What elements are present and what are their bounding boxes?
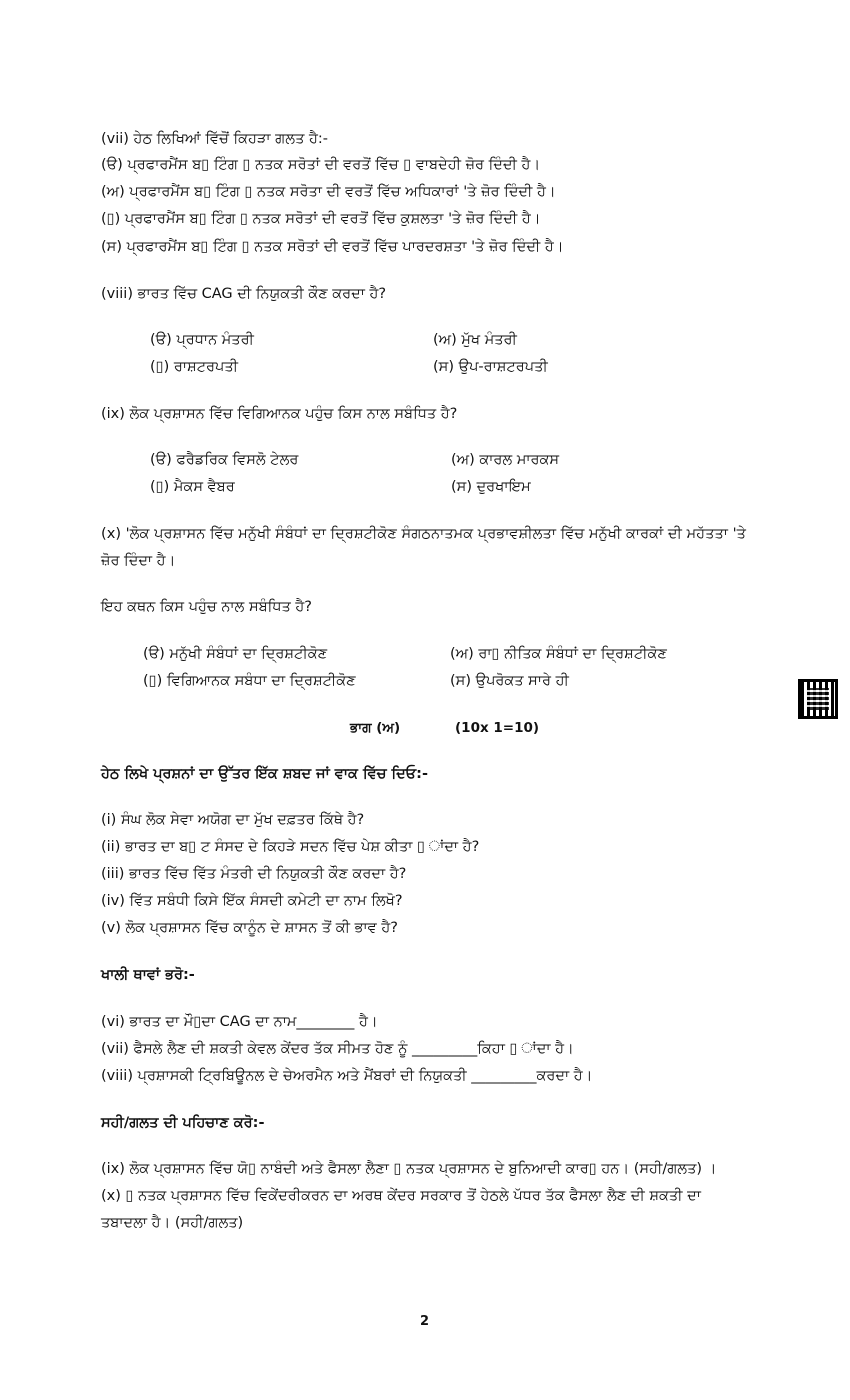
q10-stem-line1: (x) 'ਲੋਕ ਪ੍ਰਸ਼ਾਸਨ ਵਿੱਚ ਮਨੁੱਖੀ ਸੰਬੰਧਾਂ ਦਾ ਦ੍ਰਿਸ਼ਟੀਕੋਣ ਸੰਗਠਨਾਤਮਕ ਪ੍ਰਭਾਵਸ਼ੀਲਤਾ ਵਿੱਚ ਮਨੁੱਖੀ ਕਾਰਕਾਂ ਦੀ ਮਹੱਤਤਾ 'ਤੇ (101, 525, 746, 542)
q9-stem: (ix) ਲੋਕ ਪ੍ਰਸ਼ਾਸਨ ਵਿੱਚ ਵਿਗਿਆਨਕ ਪਹੁੰਚ ਕਿਸ ਨਾਲ ਸਬੰਧਿਤ ਹੈ? (101, 406, 458, 422)
q7-option-d: (ਸ) ਪ੍ਰਫਾਰਮੈਂਸ ਬ▯ ਟਿੰਗ ▯ ਨਤਕ ਸਰੋਤਾਂ ਦੀ ਵਰਤੋਂ ਵਿੱਚ ਪਾਰਦਰਸ਼ਤਾ 'ਤੇ ਜ਼ੋਰ ਦਿੰਦੀ ਹੈ। (101, 239, 564, 255)
q8-stem: (viii) ਭਾਰਤ ਵਿੱਚ CAG ਦੀ ਨਿਯੁਕਤੀ ਕੌਣ ਕਰਦਾ ਹੈ? (101, 286, 387, 302)
q7-stem: (vii) ਹੇਠ ਲਿਖਿਆਂ ਵਿੱਚੋਂ ਕਿਹੜਾ ਗਲਤ ਹੈ:- (101, 131, 328, 147)
q10-option-b: (ਅ) ਰਾ▯ ਨੀਤਿਕ ਸੰਬੰਧਾਂ ਦਾ ਦ੍ਰਿਸ਼ਟੀਕੋਣ (450, 646, 667, 662)
true-false-q9: (ix) ਲੋਕ ਪ੍ਰਸ਼ਾਸਨ ਵਿੱਚ ਯੋ▯ ਨਾਬੰਦੀ ਅਤੇ ਫੈਸਲਾ ਲੈਣਾ ▯ ਨਤਕ ਪ੍ਰਸ਼ਾਸਨ ਦੇ ਬੁਨਿਆਦੀ ਕਾਰ▯ ਹਨ। (ਸਹੀ/ਗਲਤ) । (101, 1161, 717, 1177)
one-word-q4: (iv) ਵਿੱਤ ਸਬੰਧੀ ਕਿਸੇ ਇੱਕ ਸੰਸਦੀ ਕਮੇਟੀ ਦਾ ਨਾਮ ਲਿਖੋ? (101, 893, 403, 909)
true-false-q10-line2: ਤਬਾਦਲਾ ਹੈ। (ਸਹੀ/ਗਲਤ) (101, 1215, 244, 1231)
true-false-heading: ਸਹੀ/ਗਲਤ ਦੀ ਪਹਿਚਾਣ ਕਰੋ:- (101, 1115, 265, 1131)
q9-option-a: (ੳ) ਫਰੈਡਰਿਕ ਵਿਸਲੋ ਟੇਲਰ (150, 452, 299, 468)
q10-option-d: (ਸ) ਉਪਰੋਕਤ ਸਾਰੇ ਹੀ (450, 673, 569, 689)
q8-option-d: (ਸ) ਉਪ-ਰਾਸ਼ਟਰਪਤੀ (433, 359, 548, 375)
qr-code-icon (798, 679, 838, 719)
section-marks: (10x 1=10) (455, 720, 540, 736)
q9-option-d: (ਸ) ਦੁਰਖਾਇਮ (451, 479, 531, 495)
q10-option-a: (ੳ) ਮਨੁੱਖੀ ਸੰਬੰਧਾਂ ਦਾ ਦ੍ਰਿਸ਼ਟੀਕੋਣ (143, 646, 328, 662)
true-false-q10-line1: (x) ▯ ਨਤਕ ਪ੍ਰਸ਼ਾਸਨ ਵਿੱਚ ਵਿਕੇਂਦਰੀਕਰਨ ਦਾ ਅਰਥ ਕੇਂਦਰ ਸਰਕਾਰ ਤੋਂ ਹੇਠਲੇ ਪੱਧਰ ਤੱਕ ਫੈਸਲਾ ਲੈਣ ਦੀ ਸ਼ਕਤੀ ਦਾ (101, 1188, 701, 1204)
q8-option-a: (ੳ) ਪ੍ਰਧਾਨ ਮੰਤਰੀ (150, 332, 254, 348)
fill-blank-q8: (viii) ਪ੍ਰਸ਼ਾਸਕੀ ਟ੍ਰਿਬਿਊਨਲ ਦੇ ਚੇਅਰਮੈਨ ਅਤੇ ਮੈਂਬਰਾਂ ਦੀ ਨਿਯੁਕਤੀ _________ਕਰਦਾ ਹੈ। (101, 1068, 593, 1084)
q9-option-c: (▯) ਮੈਕਸ ਵੈਬਰ (150, 479, 235, 495)
fill-blank-q6: (vi) ਭਾਰਤ ਦਾ ਮੌ▯ਦਾ CAG ਦਾ ਨਾਮ________ ਹੈ। (101, 1014, 378, 1030)
one-word-q1: (i) ਸੰਘ ਲੋਕ ਸੇਵਾ ਅਯੋਗ ਦਾ ਮੁੱਖ ਦਫ਼ਤਰ ਕਿੱਥੇ ਹੈ? (101, 812, 365, 828)
fill-blanks-heading: ਖਾਲੀ ਥਾਵਾਂ ਭਰੋ:- (101, 967, 195, 983)
q7-option-c: (▯) ਪ੍ਰਫਾਰਮੈਂਸ ਬ▯ ਟਿੰਗ ▯ ਨਤਕ ਸਰੋਤਾਂ ਦੀ ਵਰਤੋਂ ਵਿੱਚ ਕੁਸ਼ਲਤਾ 'ਤੇ ਜ਼ੋਰ ਦਿੰਦੀ ਹੈ। (101, 211, 541, 227)
q7-option-b: (ਅ) ਪ੍ਰਫਾਰਮੈਂਸ ਬ▯ ਟਿੰਗ ▯ ਨਤਕ ਸਰੋਤਾ ਦੀ ਵਰਤੋਂ ਵਿੱਚ ਅਧਿਕਾਰਾਂ 'ਤੇ ਜ਼ੋਰ ਦਿੰਦੀ ਹੈ। (101, 184, 556, 200)
q9-option-b: (ਅ) ਕਾਰਲ ਮਾਰਕਸ (451, 452, 560, 468)
q10-stem-question: ਇਹ ਕਥਨ ਕਿਸ ਪਹੁੰਚ ਨਾਲ ਸਬੰਧਿਤ ਹੈ? (101, 599, 312, 615)
q8-option-c: (▯) ਰਾਸ਼ਟਰਪਤੀ (150, 359, 238, 375)
page-number: 2 (420, 1314, 430, 1329)
q8-option-b: (ਅ) ਮੁੱਖ ਮੰਤਰੀ (433, 332, 517, 348)
one-word-heading: ਹੇਠ ਲਿਖੇ ਪ੍ਰਸ਼ਨਾਂ ਦਾ ਉੱਤਰ ਇੱਕ ਸ਼ਬਦ ਜਾਂ ਵਾਕ ਵਿੱਚ ਦਿਓ:- (101, 766, 428, 782)
q7-option-a: (ੳ) ਪ੍ਰਫਾਰਮੈਂਸ ਬ▯ ਟਿੰਗ ▯ ਨਤਕ ਸਰੋਤਾਂ ਦੀ ਵਰਤੋਂ ਵਿੱਚ ▯ ਵਾਬਦੇਹੀ ਜ਼ੋਰ ਦਿੰਦੀ ਹੈ। (101, 157, 541, 173)
section-title: ਭਾਗ (ਅ) (350, 720, 401, 736)
one-word-q5: (v) ਲੋਕ ਪ੍ਰਸ਼ਾਸਨ ਵਿੱਚ ਕਾਨੂੰਨ ਦੇ ਸ਼ਾਸਨ ਤੋਂ ਕੀ ਭਾਵ ਹੈ? (101, 920, 398, 936)
q10-stem-line2: ਜ਼ੋਰ ਦਿੰਦਾ ਹੈ। (101, 553, 176, 569)
fill-blank-q7: (vii) ਫੈਸਲੇ ਲੈਣ ਦੀ ਸ਼ਕਤੀ ਕੇਵਲ ਕੇਂਦਰ ਤੱਕ ਸੀਮਤ ਹੋਣ ਨੂੰ _________ਕਿਹਾ ▯ ਾਂਦਾ ਹੈ। (101, 1041, 574, 1057)
q10-option-c: (▯) ਵਿਗਿਆਨਕ ਸਬੰਧਾ ਦਾ ਦ੍ਰਿਸ਼ਟੀਕੋਣ (143, 673, 356, 689)
one-word-q3: (iii) ਭਾਰਤ ਵਿੱਚ ਵਿੱਤ ਮੰਤਰੀ ਦੀ ਨਿਯੁਕਤੀ ਕੌਣ ਕਰਦਾ ਹੈ? (101, 866, 407, 882)
one-word-q2: (ii) ਭਾਰਤ ਦਾ ਬ▯ ਟ ਸੰਸਦ ਦੇ ਕਿਹੜੇ ਸਦਨ ਵਿੱਚ ਪੇਸ਼ ਕੀਤਾ ▯ ਾਂਦਾ ਹੈ? (101, 839, 480, 855)
